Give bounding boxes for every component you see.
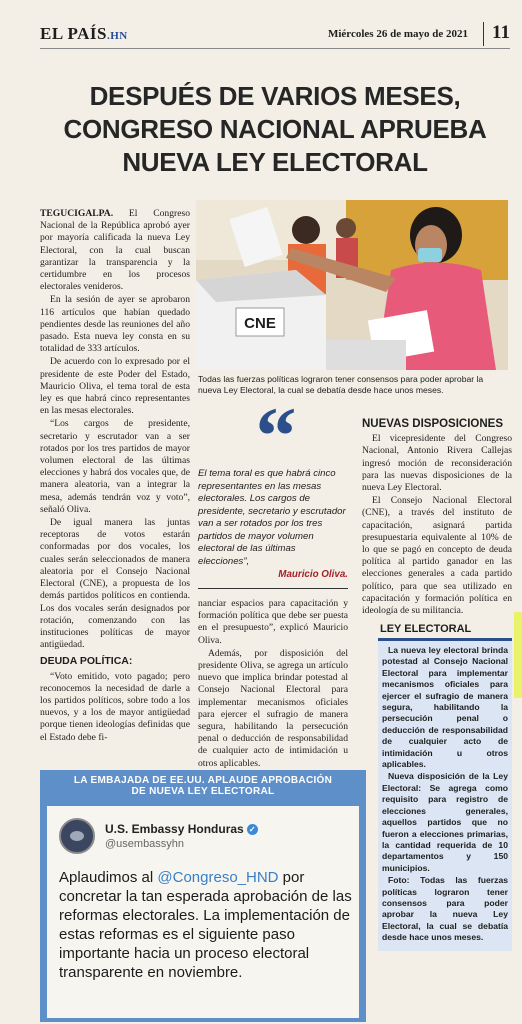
- tweet-text-start: Aplaudimos al: [59, 869, 158, 886]
- logo-suffix: .HN: [106, 30, 128, 42]
- logo-text: EL PAÍS: [40, 24, 107, 43]
- article-column-3: [362, 414, 512, 618]
- masthead: [40, 22, 510, 46]
- ley-electoral-sidebar: [378, 620, 512, 951]
- embassy-title-line-2: DE NUEVA LEY ELECTORAL: [131, 786, 275, 797]
- issue-date: Miércoles 26 de mayo de 2021: [327, 28, 468, 40]
- sidebar-paragraph-3: Foto: Todas las fuerzas políticas lograron tener consensos para poder aprobar la nueva Ley Electoral, la cual se debatía desde hace unos meses.: [382, 875, 508, 943]
- tweet-card: [47, 806, 359, 1018]
- headline-line-1: DESPUÉS DE VARIOS MESES,: [89, 81, 461, 111]
- headline: [40, 80, 510, 179]
- dateline: TEGUCIGALPA.: [40, 208, 114, 219]
- sidebar-body: [378, 641, 512, 951]
- embassy-box-title: [40, 770, 366, 797]
- tweet-text-rest: por concretar la tan esperada aprobación de las reformas electorales. La implementación de estas reformas es el siguiente paso importante hacia un proceso electoral transparente en noviembre.: [59, 869, 352, 981]
- paragraph-10: El Consejo Nacional Electoral (CNE), a través del instituto de capacitación, asignará partida presupuestaria equivalente al 10% de lo que se pagó en concepto de deuda política al partido ganador en las elecciones generales a cada partido político, para que sea utilizado en capacitación y formación política en ideología de su militancia.: [362, 495, 512, 617]
- pull-quote-rule: [198, 588, 348, 589]
- paragraph-5: De igual manera las juntas receptoras de votos estarán conformadas por dos vocales, los cuales serán seleccionados de manera aleatoria por el Consejo Nacional Electoral (CNE), a propuesta de los demás partidos políticos en contienda. Los dos vocales serán designados por rotación, comenzando con las instituciones políticas de mayor antigüedad.: [40, 517, 190, 651]
- newspaper-logo: [40, 24, 128, 44]
- paragraph-4: “Los cargos de presidente, secretario y escrutador van a ser rotados por los tres partidos de mayor volumen electoral de las últimas elecciones y habrá dos vocales que, de manera aleatoria, van a integrar la mesa, además tendrán voz y voto”, señaló Oliva.: [40, 418, 190, 515]
- paragraph-6: “Voto emitido, voto pagado; pero reconocemos la necesidad de darle a los partidos políticos, sobre todo a los nuevos, y a los de mayor antigüedad porque tienen ideologías definidas que el Estado debe fi-: [40, 670, 190, 743]
- article-column-1: [40, 208, 190, 745]
- subhead-nuevas-disposiciones: NUEVAS DISPOSICIONES: [362, 418, 504, 430]
- article-column-2: [198, 598, 348, 771]
- quote-mark-icon: “: [255, 390, 291, 481]
- paragraph-3: De acuerdo con lo expresado por el presidente de este Poder del Estado, Mauricio Oliva, el tema toral de esta ley es que habrá cinco representantes en las mesas electorales.: [40, 356, 190, 417]
- highlighter-mark: [514, 612, 522, 698]
- account-name: [105, 822, 258, 836]
- headline-line-3: NUEVA LEY ELECTORAL: [122, 147, 428, 177]
- paragraph-1: [40, 208, 190, 293]
- paragraph-1-text: El Congreso Nacional de la República aprobó ayer por mayoría calificada la nueva Ley Electoral, con la cual buscan garantizar la transparencia y la certidumbre en los procesos electorales venideros.: [40, 208, 190, 293]
- paragraph-9: El vicepresidente del Congreso Nacional, Antonio Rivera Callejas ingresó moción de reconsideración para las nuevas disposiciones de la nueva Ley Electoral.: [362, 433, 512, 494]
- header-rule: [40, 48, 510, 49]
- paragraph-2: En la sesión de ayer se aprobaron 116 artículos que habían quedado pendientes desde las reuniones del año pasado. Esta nueva ley consta en su totalidad de 333 artículos.: [40, 294, 190, 355]
- page-number: 11: [483, 22, 510, 46]
- embassy-title-line-1: LA EMBAJADA DE EE.UU. APLAUDE APROBACIÓN: [73, 775, 333, 786]
- subhead-deuda-politica: DEUDA POLÍTICA:: [40, 655, 133, 668]
- paragraph-8: Además, por disposición del presidente Oliva, se agrega un artículo nuevo que implica brindar potestad al Consejo Nacional Electoral para implementar mecanismos oficiales para ejercer el sufragio de manera segura, habilitando la persecución penal o deducción de responsabilidad de cualquier acto de intimidación u otros aplicables.: [198, 647, 348, 769]
- verified-badge-icon: ✓: [247, 824, 258, 835]
- sidebar-paragraph-1: La nueva ley electoral brinda potestad al Consejo Nacional Electoral para implementar mecanismos oficiales para ejercer el sufragio de manera segura, habilitando la persecución penal o deducción de responsabilidad de cualquier acto de intimidación u otros aplicables.: [382, 645, 508, 770]
- pull-quote-author: Mauricio Oliva.: [278, 569, 348, 580]
- avatar: [59, 818, 95, 854]
- paragraph-7: nanciar espacios para capacitación y formación política que debe ser puesta en el presupuesto”, explicó Mauricio Oliva.: [198, 598, 348, 646]
- tweet-text: [59, 868, 353, 982]
- pull-quote-text: El tema toral es que habrá cinco representantes en las mesas electorales. Los cargos de presidente, secretario y escrutador van a ser rotados por los tres partidos de mayor volumen electoral de las últimas elecciones”,: [198, 468, 346, 567]
- embassy-tweet-box: [40, 770, 366, 1022]
- ballot-box-label: CNE: [244, 315, 276, 332]
- photo-caption: Todas las fuerzas políticas lograron tener consensos para poder aprobar la nueva Ley Electoral, la cual se debatía desde hace unos meses.: [198, 374, 484, 395]
- news-photo: [196, 200, 508, 370]
- mention-link: @Congreso_HND: [157, 869, 279, 886]
- account-name-text: U.S. Embassy Honduras: [105, 822, 244, 836]
- account-handle: @usembassyhn: [105, 838, 185, 850]
- sidebar-title: LEY ELECTORAL: [378, 620, 512, 641]
- pull-quote: [198, 390, 348, 580]
- sidebar-paragraph-2: Nueva disposición de la Ley Electoral: Se agrega como requisito para registro de elecciones generales, aquellos partidos que no fueron a elecciones primarias, la cantidad requerida de 10 departamentos y 150 municipios.: [382, 771, 508, 873]
- voting-scene-illustration: [196, 200, 508, 370]
- headline-line-2: CONGRESO NACIONAL APRUEBA: [63, 114, 487, 144]
